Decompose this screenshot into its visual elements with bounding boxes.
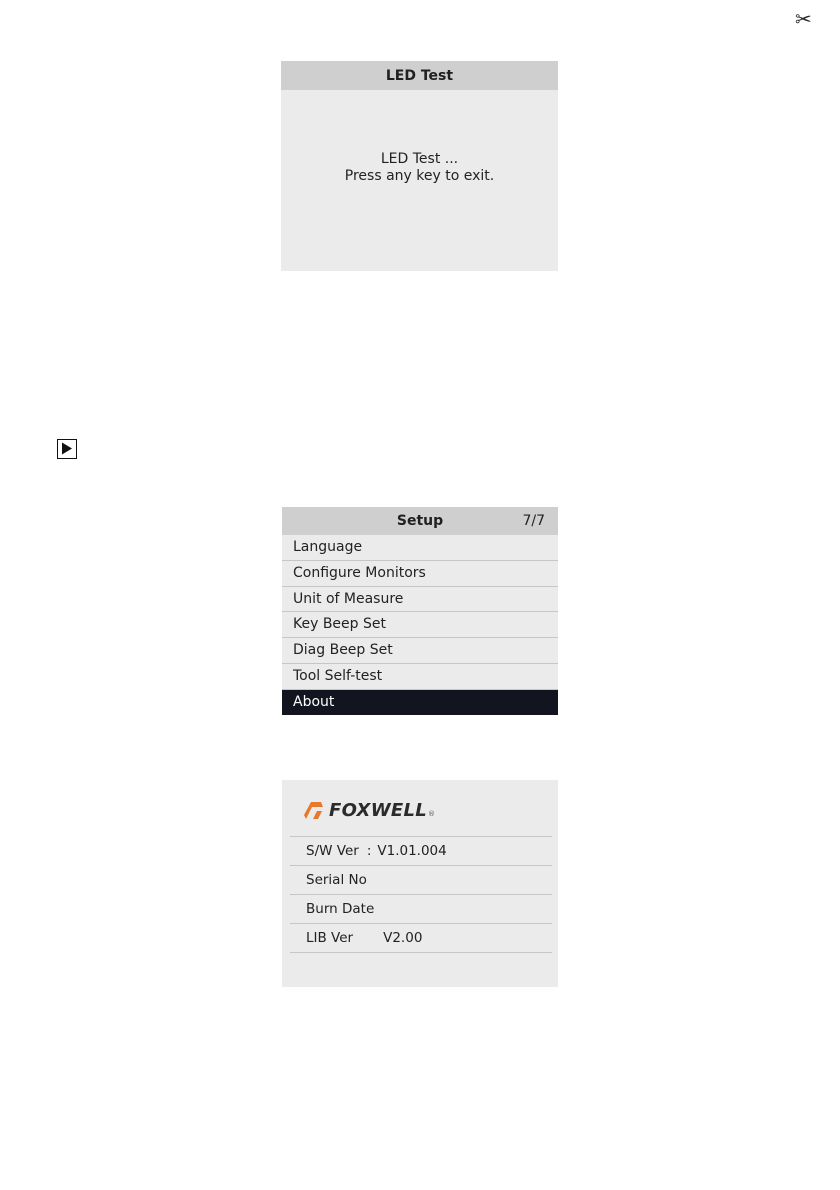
info-label: Serial No: [306, 872, 367, 888]
setup-title-bar: [282, 507, 558, 535]
scissors-icon: ✂: [795, 7, 812, 31]
about-info-list: [290, 836, 552, 953]
info-label: S/W Ver: [306, 843, 359, 859]
foxwell-logo-icon: [304, 800, 324, 820]
info-row-serial-no: [290, 866, 552, 895]
menu-item-tool-self-test[interactable]: Tool Self-test: [282, 664, 558, 690]
page-indicator: 7/7: [522, 513, 545, 529]
brand-name: FOXWELL: [329, 799, 428, 821]
menu-item-language[interactable]: Language: [282, 535, 558, 561]
info-row-burn-date: [290, 895, 552, 924]
menu-item-key-beep-set[interactable]: Key Beep Set: [282, 612, 558, 638]
info-separator: :: [366, 843, 372, 859]
menu-item-about[interactable]: About: [282, 690, 558, 715]
info-label: Burn Date: [306, 901, 375, 917]
menu-item-diag-beep-set[interactable]: Diag Beep Set: [282, 638, 558, 664]
about-screen: [282, 780, 558, 987]
led-test-message: [281, 151, 558, 185]
info-row-lib-version: [290, 924, 552, 953]
info-value: V1.01.004: [377, 843, 447, 859]
led-test-message-line1: LED Test ...: [380, 151, 459, 167]
menu-item-configure-monitors[interactable]: Configure Monitors: [282, 561, 558, 587]
menu-item-unit-of-measure[interactable]: Unit of Measure: [282, 587, 558, 613]
brand-logo: [304, 799, 435, 821]
info-row-sw-version: [290, 837, 552, 866]
led-test-message-line2: Press any key to exit.: [344, 168, 495, 184]
registered-mark: ®: [428, 810, 436, 818]
play-triangle-icon: [57, 439, 77, 459]
info-value: V2.00: [383, 930, 423, 946]
led-test-screen: [281, 61, 558, 271]
led-test-title: LED Test: [385, 67, 454, 84]
led-test-title-bar: [281, 61, 558, 90]
setup-menu-screen: [282, 507, 558, 714]
info-label: LIB Ver: [306, 930, 354, 946]
setup-title: Setup: [396, 513, 444, 529]
